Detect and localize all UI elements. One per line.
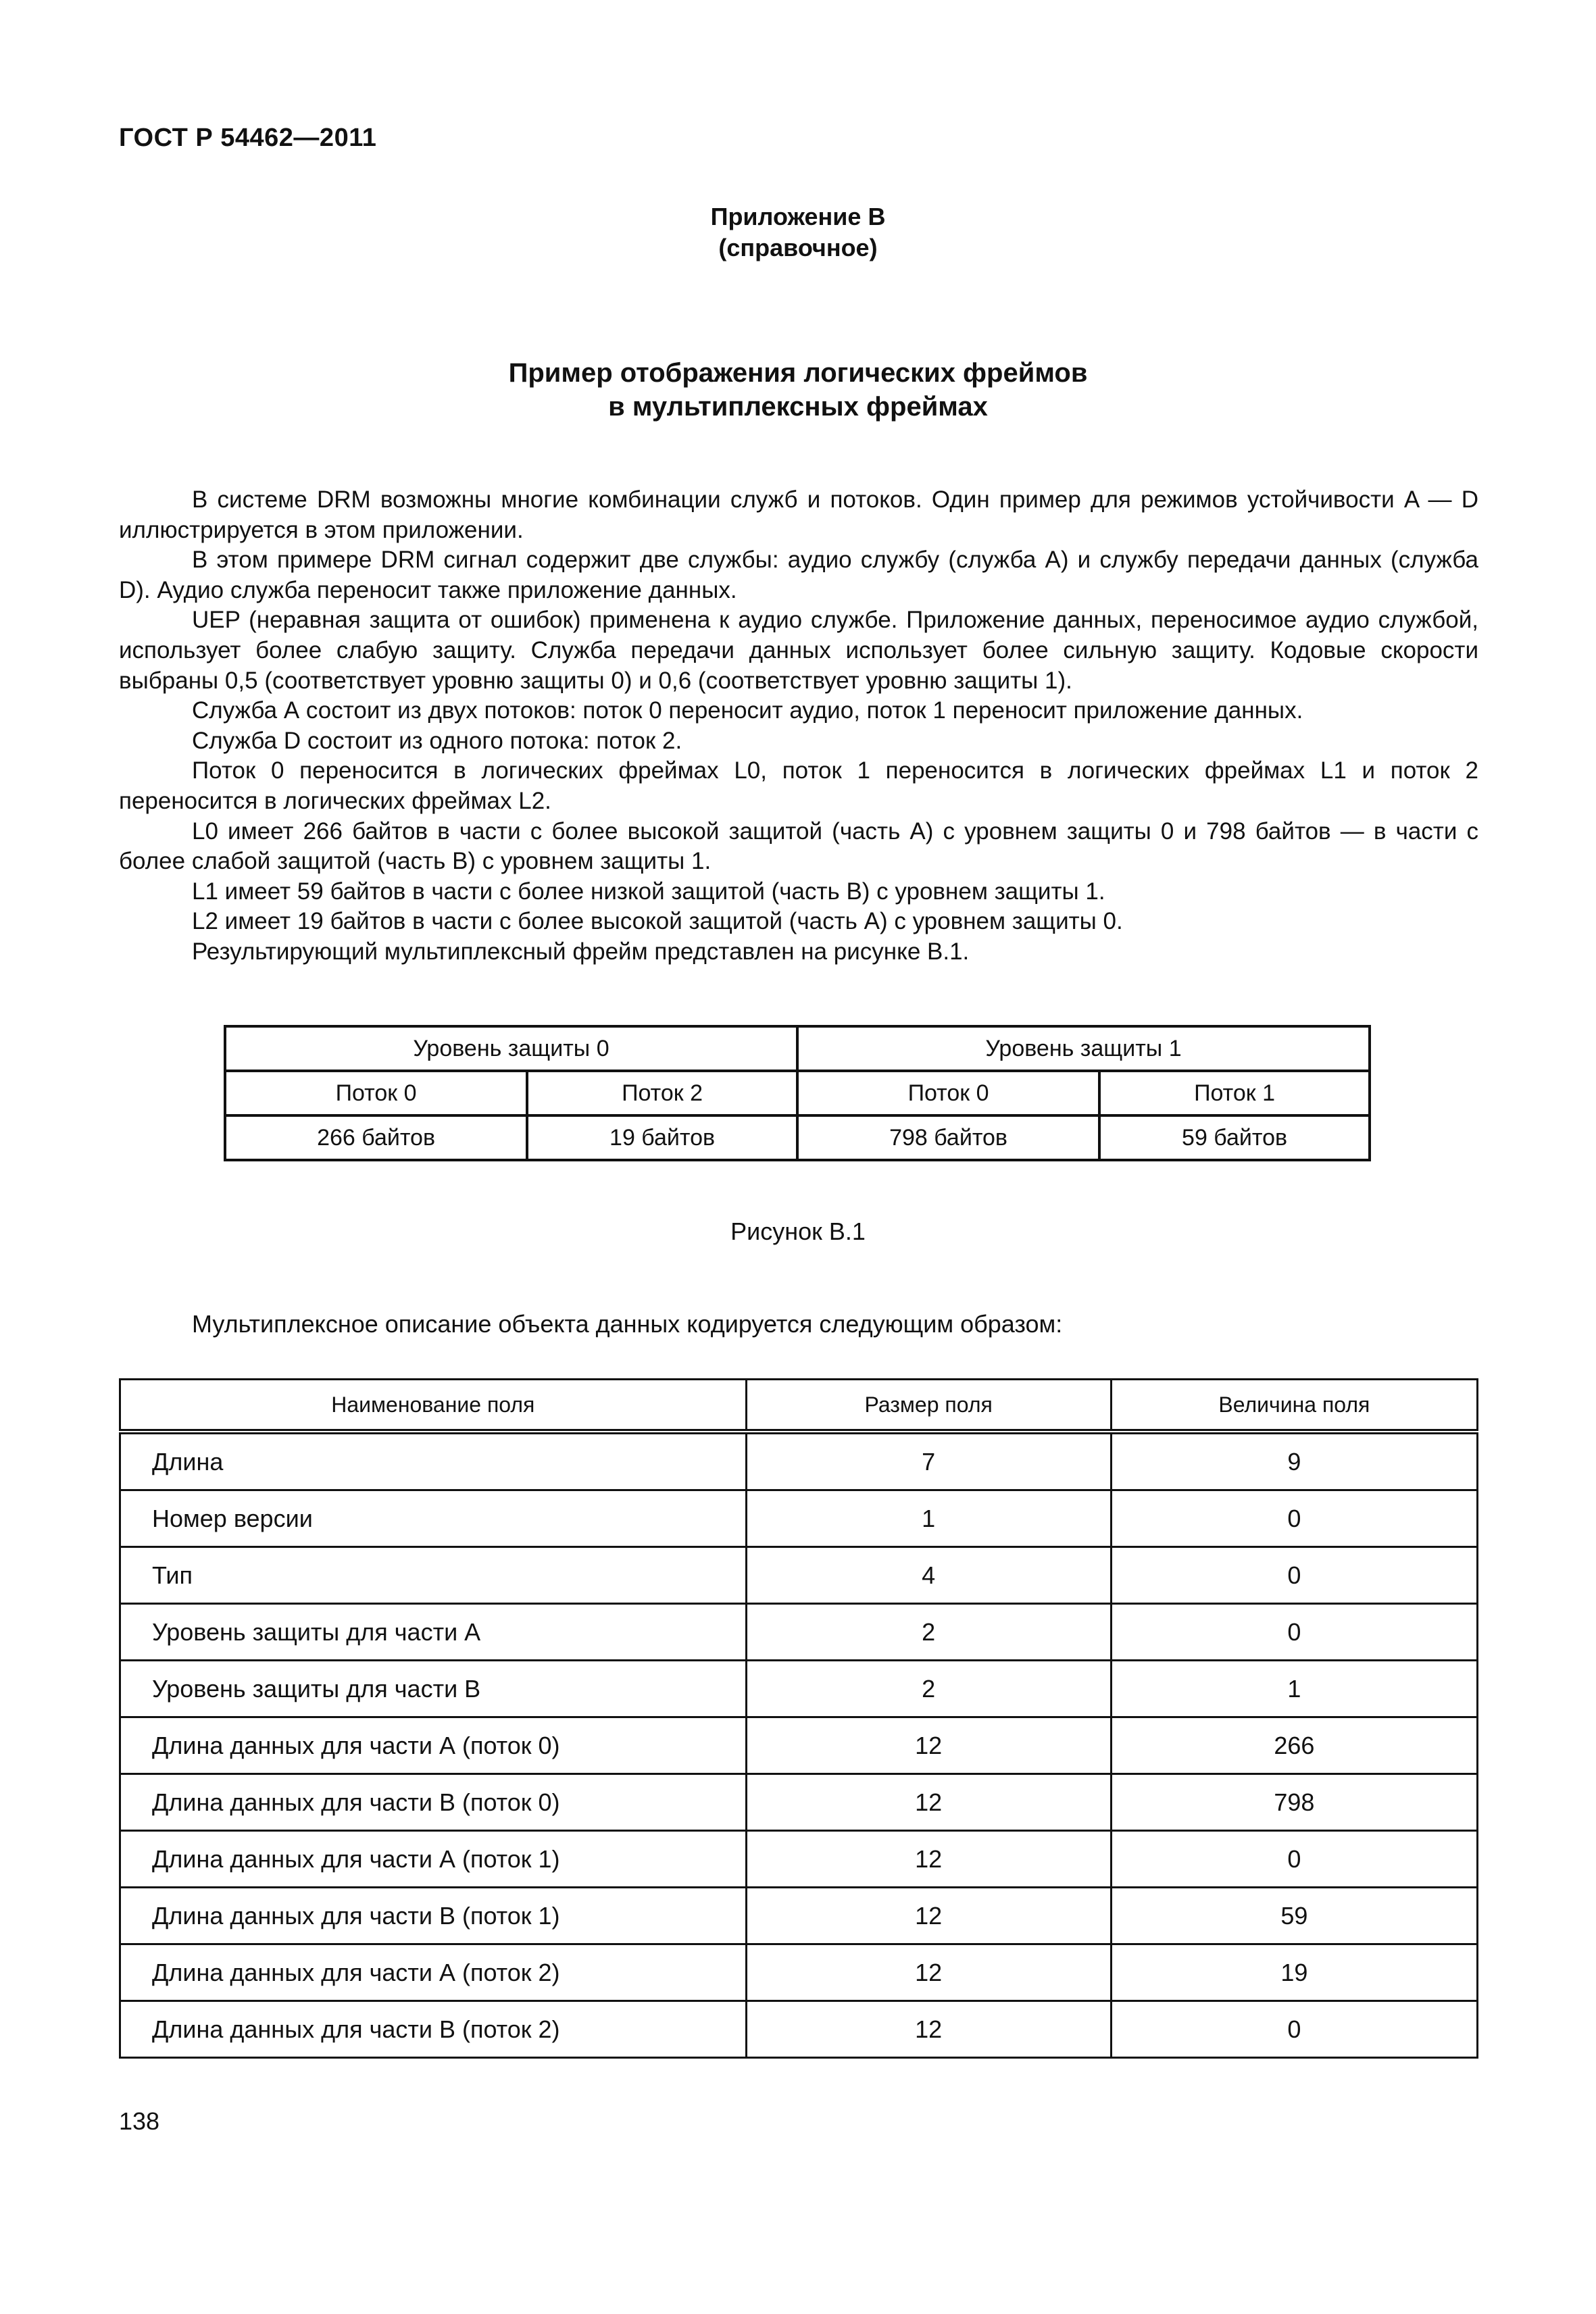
table-row <box>120 1888 1478 1944</box>
field-size-cell: 12 <box>746 1717 1111 1774</box>
table-row <box>120 1831 1478 1888</box>
field-size-cell: 7 <box>746 1432 1111 1490</box>
figure-size-cell: 266 байтов <box>225 1115 527 1160</box>
paragraph: Поток 0 переносится в логических фреймах L0, поток 1 переносится в логических фреймах L1 и поток 2 переносится в логических фреймах L2. <box>119 757 1478 814</box>
figure-size-cell: 59 байтов <box>1099 1115 1370 1160</box>
body-text <box>119 485 1478 967</box>
field-size-cell: 2 <box>746 1604 1111 1661</box>
figure-stream-cell: Поток 0 <box>225 1071 527 1115</box>
column-header: Наименование поля <box>120 1380 747 1432</box>
figure-stream-cell: Поток 0 <box>797 1071 1099 1115</box>
paragraph: L2 имеет 19 байтов в части с более высокой защитой (часть А) с уровнем защиты 0. <box>192 908 1123 935</box>
column-header: Величина поля <box>1111 1380 1477 1432</box>
paragraph: L1 имеет 59 байтов в части с более низкой защитой (часть В) с уровнем защиты 1. <box>192 878 1105 905</box>
table-row <box>120 2001 1478 2058</box>
field-size-cell: 1 <box>746 1490 1111 1547</box>
table-row <box>120 1432 1478 1490</box>
table-row <box>120 1944 1478 2001</box>
field-value-cell: 1 <box>1111 1661 1477 1717</box>
figure-row-streams <box>225 1071 1370 1115</box>
field-size-cell: 4 <box>746 1547 1111 1604</box>
field-size-cell: 12 <box>746 2001 1111 2058</box>
intro-text: Мультиплексное описание объекта данных кодируется следующим образом: <box>192 1310 1063 1338</box>
field-name-cell: Номер версии <box>120 1490 747 1547</box>
table-row <box>120 1604 1478 1661</box>
field-size-cell: 12 <box>746 1944 1111 2001</box>
field-size-cell: 12 <box>746 1831 1111 1888</box>
paragraph: Результирующий мультиплексный фрейм представлен на рисунке В.1. <box>192 938 970 965</box>
field-name-cell: Длина данных для части В (поток 0) <box>120 1774 747 1831</box>
document-header: ГОСТ Р 54462—2011 <box>119 124 377 152</box>
paragraph: Служба А состоит из двух потоков: поток 0 переносит аудио, поток 1 переносит приложение данных. <box>192 697 1303 724</box>
figure-size-cell: 798 байтов <box>797 1115 1099 1160</box>
paragraph: В системе DRM возможны многие комбинации служб и потоков. Один пример для режимов устойчивости A — D иллюстрируется в этом приложении. <box>119 486 1478 543</box>
page-number: 138 <box>119 2107 160 2135</box>
field-name-cell: Тип <box>120 1547 747 1604</box>
table-row <box>120 1717 1478 1774</box>
figure-stream-cell: Поток 1 <box>1099 1071 1370 1115</box>
appendix-title: Приложение В <box>710 203 886 230</box>
page-title-line-1: Пример отображения логических фреймов <box>508 358 1088 388</box>
figure-row-sizes <box>225 1115 1370 1160</box>
fields-table <box>119 1378 1478 2059</box>
table-header-row <box>120 1380 1478 1432</box>
field-name-cell: Длина данных для части А (поток 1) <box>120 1831 747 1888</box>
field-value-cell: 59 <box>1111 1888 1477 1944</box>
figure-stream-cell: Поток 2 <box>527 1071 797 1115</box>
field-name-cell: Уровень защиты для части В <box>120 1661 747 1717</box>
column-header: Размер поля <box>746 1380 1111 1432</box>
field-name-cell: Длина данных для части В (поток 2) <box>120 2001 747 2058</box>
figure-caption: Рисунок В.1 <box>730 1217 866 1245</box>
figure-size-cell: 19 байтов <box>527 1115 797 1160</box>
page-title-line-2: в мультиплексных фреймах <box>608 392 988 422</box>
multiplex-frame-figure <box>224 1025 1371 1161</box>
figure-level-cell: Уровень защиты 0 <box>225 1026 797 1071</box>
field-value-cell: 0 <box>1111 2001 1477 2058</box>
appendix-subtitle: (справочное) <box>718 234 878 261</box>
table-row <box>120 1547 1478 1604</box>
table-row <box>120 1661 1478 1717</box>
field-name-cell: Длина данных для части В (поток 1) <box>120 1888 747 1944</box>
field-name-cell: Длина <box>120 1432 747 1490</box>
field-value-cell: 0 <box>1111 1490 1477 1547</box>
figure-row-levels <box>225 1026 1370 1071</box>
field-value-cell: 9 <box>1111 1432 1477 1490</box>
field-size-cell: 12 <box>746 1774 1111 1831</box>
table-row <box>120 1774 1478 1831</box>
field-value-cell: 0 <box>1111 1604 1477 1661</box>
field-name-cell: Длина данных для части А (поток 0) <box>120 1717 747 1774</box>
paragraph: Служба D состоит из одного потока: поток 2. <box>192 727 682 754</box>
field-size-cell: 12 <box>746 1888 1111 1944</box>
paragraph: В этом примере DRM сигнал содержит две службы: аудио службу (служба А) и службу передачи данных (служба D). Аудио служба переносит также приложение данных. <box>119 547 1478 603</box>
field-name-cell: Уровень защиты для части А <box>120 1604 747 1661</box>
table-row <box>120 1490 1478 1547</box>
paragraph: L0 имеет 266 байтов в части с более высокой защитой (часть А) с уровнем защиты 0 и 798 байтов — в части с более слабой защитой (часть В) с уровнем защиты 1. <box>119 818 1478 875</box>
field-value-cell: 0 <box>1111 1831 1477 1888</box>
field-value-cell: 0 <box>1111 1547 1477 1604</box>
field-value-cell: 19 <box>1111 1944 1477 2001</box>
figure-level-cell: Уровень защиты 1 <box>797 1026 1370 1071</box>
paragraph: UEP (неравная защита от ошибок) применена к аудио службе. Приложение данных, переносимое аудио службой, использует более слабую защиту. Служба передачи данных использует более сильную защиту. Кодовые скорости выбраны 0,5 (соответствует уровню защиты 0) и 0,6 (соответствует уровню защиты 1). <box>119 607 1478 694</box>
field-name-cell: Длина данных для части А (поток 2) <box>120 1944 747 2001</box>
field-size-cell: 2 <box>746 1661 1111 1717</box>
field-value-cell: 798 <box>1111 1774 1477 1831</box>
field-value-cell: 266 <box>1111 1717 1477 1774</box>
